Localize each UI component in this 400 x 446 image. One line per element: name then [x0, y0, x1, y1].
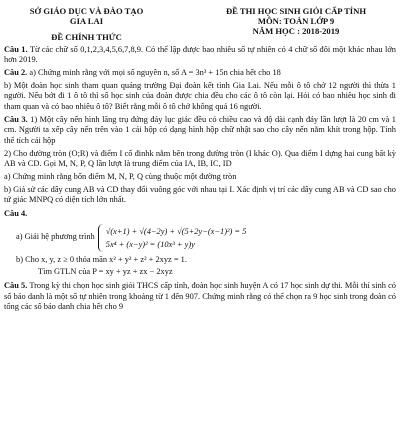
- question-4-label: Câu 4.: [4, 209, 28, 219]
- question-3-label: Câu 3.: [4, 114, 28, 124]
- question-2-label: Câu 2.: [4, 67, 28, 77]
- question-2a-text: a) Chứng minh rằng với mọi số nguyên n, số A = 3n³ + 15n chia hết cho 18: [27, 67, 281, 77]
- question-3-part1-text: 1) Một cây nến hình lăng trụ đứng đáy lục giác đều có chiều cao và độ dài cạnh đáy lần lượt là 20 cm và 1 cm. Người ta xếp cây nến trên vào 1 cái hộp có dạng hình hộp chữ nhật sao cho cây nến nằm khít trong hộp. Tính thể tích cái hộp: [4, 114, 396, 145]
- question-2a: [4, 68, 396, 79]
- question-5-text: Trong kỳ thi chọn học sinh giỏi THCS cấp tỉnh, đoàn học sinh huyện A có 17 học sinh dự thi. Mỗi thí sinh có số báo danh là một số tự nhiên trong khoảng từ 1 đến 907. Chứng minh rằng có thể chọn ra 9 học sinh trong đoàn có tổng các số báo danh chia hết cho 9: [4, 281, 396, 312]
- question-1-text: Từ các chữ số 0,1,2,3,4,5,6,7,8,9. Có thể lập được bao nhiêu số tự nhiên có 4 chữ số đôi một khác nhau lớn hơn 2019.: [4, 44, 396, 65]
- equation-system: [16, 224, 396, 252]
- department-province: GIA LAI: [69, 16, 104, 27]
- question-3b: b) Giả sử các dây cung AB và CD thay đổi vuông góc với nhau tại I. Xác định vị trí các dây cung AB và CD sao cho tứ giác MNPQ có diện tích lớn nhất.: [4, 184, 396, 205]
- exam-content: [4, 45, 396, 313]
- equation-1: √(x+1) + √(4−2y) + √(5+2y−(x−1)²) = 5: [105, 226, 247, 236]
- question-2b: b) Một đoàn học sinh tham quan quảng trường Đại đoàn kết tỉnh Gia Lai. Nếu mỗi ô tô chở 12 người thì thừa 1 người. Nếu bớt đi 1 ô tô thì số học sinh của đoàn được chia đều cho các ô tô còn lại. Hỏi có bao nhiêu học sinh đi tham quan và có bao nhiêu ô tô? Biết rằng mỗi ô tô chở không quá 16 người.: [4, 80, 396, 111]
- question-5-label: Câu 5.: [4, 281, 28, 291]
- question-3-part1: [4, 115, 396, 147]
- department-name: SỞ GIÁO DỤC VÀ ĐÀO TẠO: [29, 6, 144, 16]
- exam-title: ĐỀ THI HỌC SINH GIỎI CẤP TỈNH: [225, 6, 367, 16]
- question-4b-goal: Tìm GTLN của P = xy + yz + zx − 2xyz: [38, 267, 173, 277]
- question-3a: a) Chứng minh rằng bốn điểm M, N, P, Q cùng thuộc một đường tròn: [4, 172, 237, 182]
- exam-year: NĂM HỌC : 2018-2019: [252, 26, 340, 37]
- question-1-label: Câu 1.: [4, 44, 28, 54]
- question-4a-intro: a) Giải hệ phương trình: [16, 232, 95, 242]
- exam-subject: MÔN: TOÁN LỚP 9: [257, 16, 335, 27]
- question-4b: b) Cho x, y, z ≥ 0 thỏa mãn x² + y² + z² + 2xyz = 1.: [16, 254, 187, 264]
- system-brace: [98, 224, 103, 252]
- question-3-part2: 2) Cho đường tròn (O;R) và điểm I cố đinhk nằm bên trong đường tròn (I khác O). Qua điểm I dựng hai cung bất kỳ AB và CD. Gọi M, N, P, Q lần lượt là trung điểm của IA, IB, IC, ID: [4, 148, 396, 169]
- equation-2: 5x⁴ + (x−y)² = (10x³ + y)y: [105, 239, 195, 249]
- official-label: ĐỀ CHÍNH THỨC: [51, 32, 122, 43]
- exam-header: [4, 6, 396, 43]
- system-equations: [106, 225, 247, 251]
- exam-title-block: [196, 6, 396, 43]
- question-1: [4, 45, 396, 66]
- department-block: [4, 6, 169, 43]
- question-5: [4, 281, 396, 313]
